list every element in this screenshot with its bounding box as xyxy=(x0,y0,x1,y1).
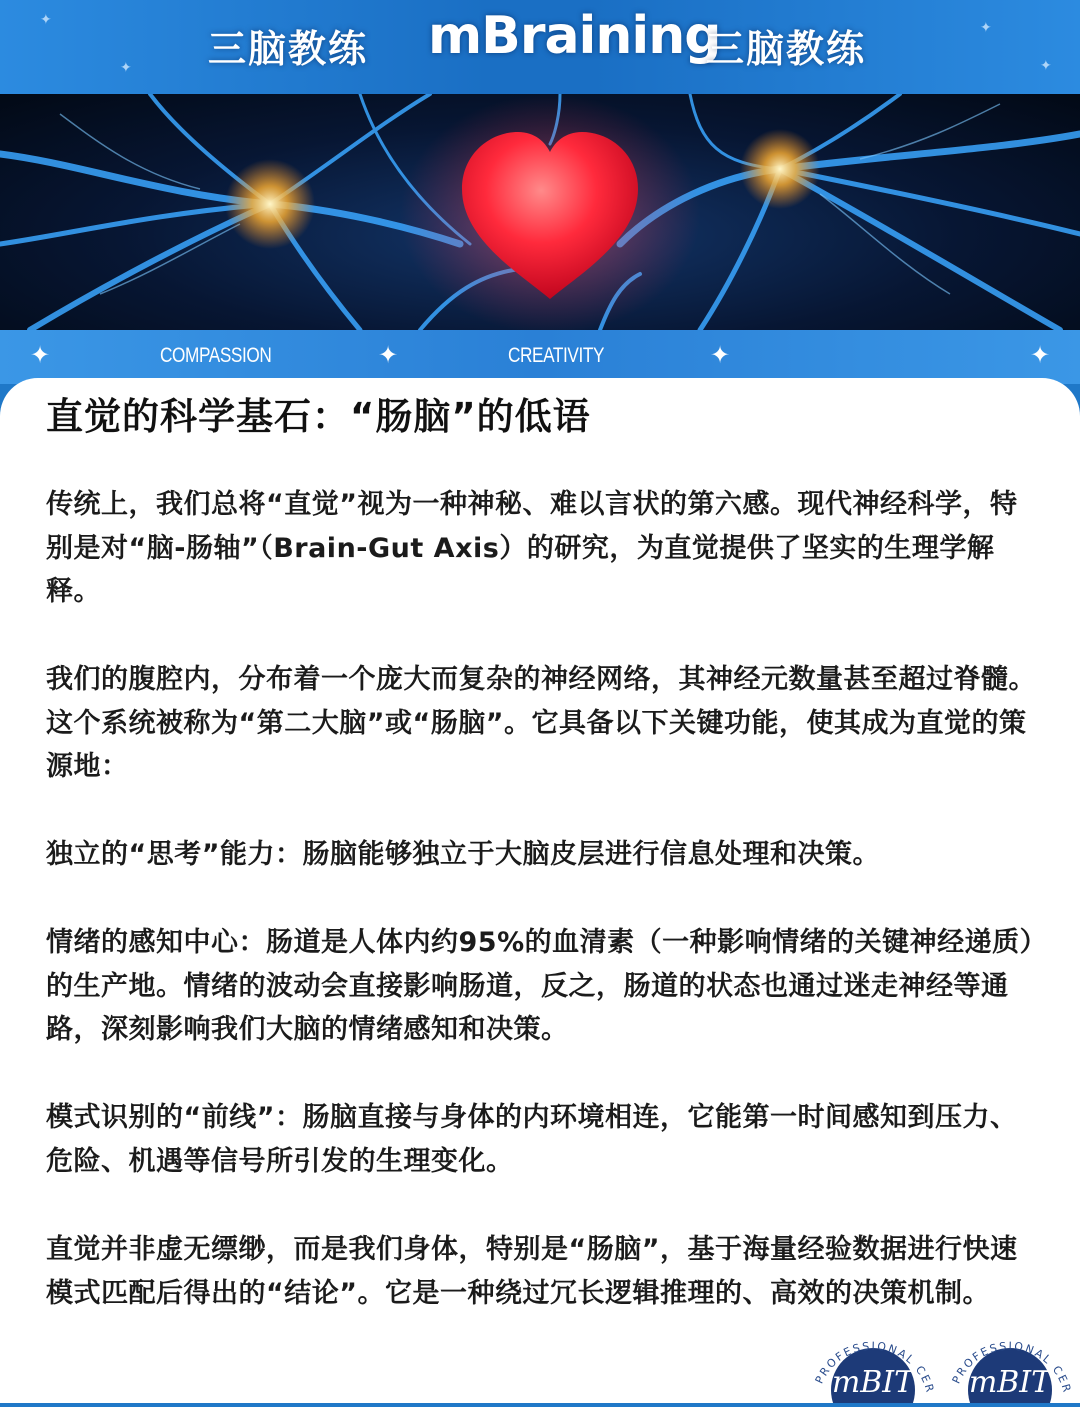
neural-heart-illustration xyxy=(0,94,1080,330)
paragraph-conclusion: 直觉并非虚无缥缈，而是我们身体，特别是“肠脑”，基于海量经验数据进行快速模式匹配后得出的“结论”。它是一种绕过冗长逻辑推理的、高效的决策机制。 xyxy=(46,1234,1018,1309)
sparkle-icon: ✦ xyxy=(980,20,992,36)
sparkle-icon: ✦ xyxy=(1040,58,1052,74)
tag-compassion: COMPASSION xyxy=(160,344,272,367)
badge-ring-text: PROFESSIONAL CER xyxy=(812,1339,937,1395)
mbit-certified-badge xyxy=(945,1312,1075,1407)
paragraph-intro: 传统上，我们总将“直觉”视为一种神秘、难以言状的第六感。现代神经科学，特别是对“脑-肠轴”（Brain-Gut Axis）的研究，为直觉提供了坚实的生理学解释。 xyxy=(46,489,1018,607)
badge-ring-text: PROFESSIONAL CER xyxy=(949,1339,1074,1395)
paragraph-second-brain: 我们的腹腔内，分布着一个庞大而复杂的神经网络，其神经元数量甚至超过脊髓。这个系统被称为“第二大脑”或“肠脑”。它具备以下关键功能，使其成为直觉的策源地： xyxy=(46,664,1036,782)
badge-center-text: mBIT xyxy=(968,1365,1052,1400)
header-left-text: 三脑教练 xyxy=(208,27,369,71)
sparkle-icon: ✦ xyxy=(40,12,52,28)
tag-creativity: CREATIVITY xyxy=(508,344,605,367)
badge-center-text: mBIT xyxy=(831,1365,915,1400)
article-title: 直觉的科学基石：“肠脑”的低语 xyxy=(46,395,591,438)
star-icon: ✦ xyxy=(378,341,399,369)
star-icon: ✦ xyxy=(1030,341,1051,369)
mbit-certified-badge xyxy=(808,1312,938,1407)
paragraph-emotion-center: 情绪的感知中心：肠道是人体内约95%的血清素（一种影响情绪的关键神经递质）的生产地。情绪的波动会直接影响肠道，反之，肠道的状态也通过迷走神经等通路，深刻影响我们大脑的情绪感知和决策。 xyxy=(46,927,1034,1045)
paragraph-independent-thinking: 独立的“思考”能力：肠脑能够独立于大脑皮层进行信息处理和决策。 xyxy=(46,839,880,870)
hero-image xyxy=(0,94,1080,330)
sparkle-icon: ✦ xyxy=(120,60,132,76)
header-right-text: 三脑教练 xyxy=(706,27,867,71)
paragraph-pattern-recognition: 模式识别的“前线”：肠脑直接与身体的内环境相连，它能第一时间感知到压力、危险、机遇等信号所引发的生理变化。 xyxy=(46,1102,1018,1177)
star-icon: ✦ xyxy=(30,341,51,369)
star-icon: ✦ xyxy=(710,341,731,369)
header-brand-title: mBraining xyxy=(428,6,721,66)
